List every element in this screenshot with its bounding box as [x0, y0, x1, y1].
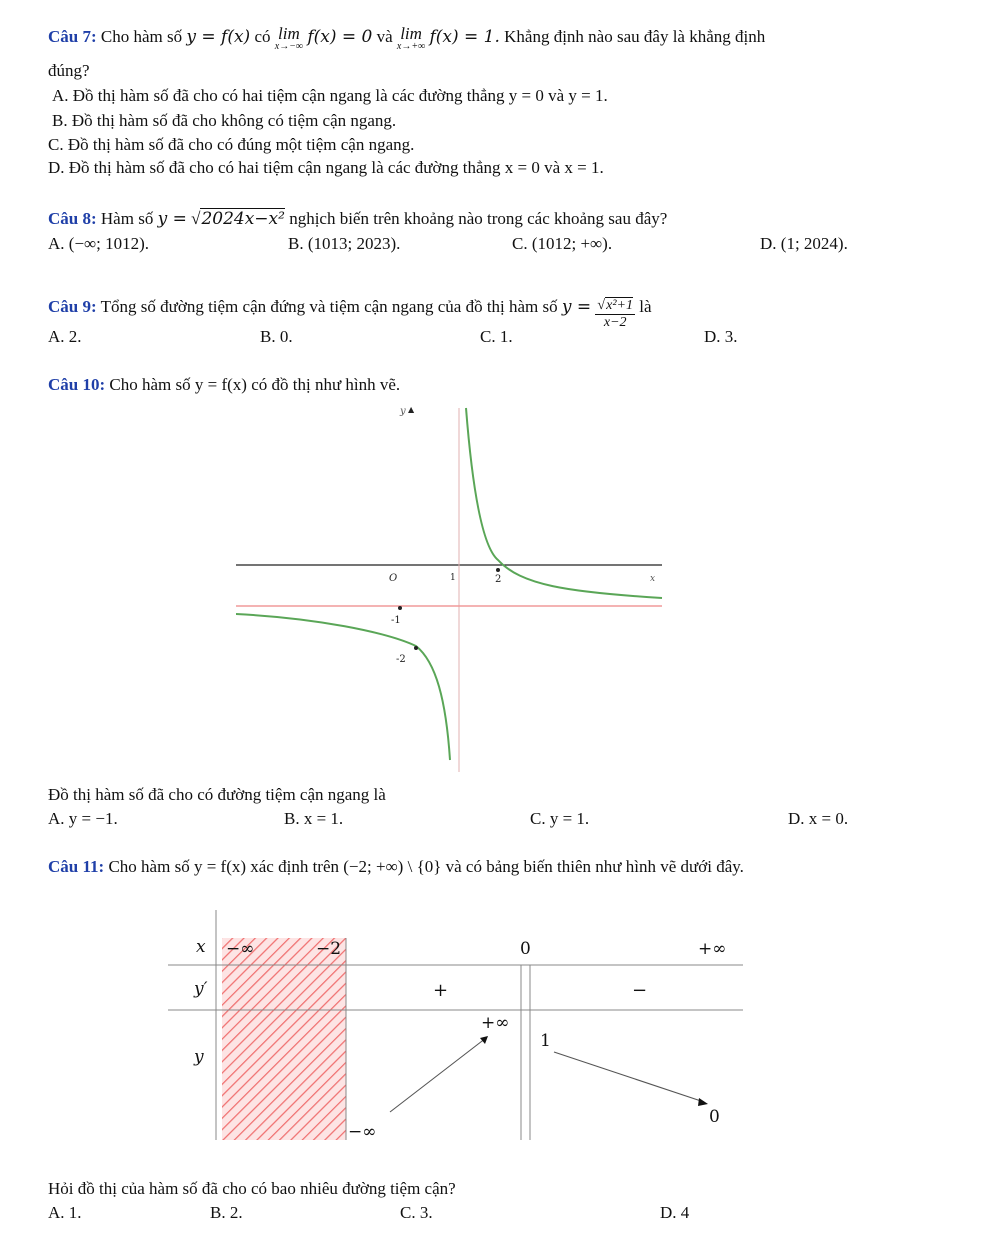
q7-stem-line2: đúng?: [48, 61, 90, 80]
q9-numerator: x²+1: [606, 298, 633, 313]
q10-label-2: 2: [495, 574, 502, 585]
q8-option-a[interactable]: A. (−∞; 1012).: [48, 234, 150, 253]
q10-y-arrow-icon: ▲: [408, 405, 415, 414]
q11-x-zero: 0: [520, 939, 531, 959]
q10-label: Câu 10:: [48, 375, 106, 394]
q10-intro: Cho hàm số y = f(x) có đồ thị như hình vẽ.: [109, 375, 401, 394]
q7-va: và: [376, 27, 393, 46]
q10-point-m2: [414, 646, 418, 650]
q11-yprime-plus: +: [433, 980, 449, 1001]
q8-label: Câu 8:: [48, 209, 97, 228]
q10-label-1: 1: [450, 573, 456, 583]
q11-row-x: x: [196, 937, 206, 957]
q11-question: Hỏi đồ thị của hàm số đã cho có bao nhiêu đường tiệm cận?: [48, 1179, 456, 1198]
q7-limit-right-expr: f(x) = 1.: [429, 27, 500, 47]
q9-stem: [48, 296, 652, 331]
q7-limit-right: lim x→+∞: [396, 24, 426, 52]
q10-stem: [48, 374, 400, 396]
q8-intro: Hàm số: [100, 209, 154, 228]
q8-sqrt: √2024x−x²: [191, 209, 285, 229]
q9-func-pre: y =: [561, 297, 592, 317]
q11-x-plus-inf: +∞: [698, 939, 727, 959]
q10-option-c[interactable]: C. y = 1.: [530, 809, 590, 828]
q11-row-y: y: [194, 1047, 204, 1067]
q11-arrowhead-up-icon: [480, 1036, 488, 1044]
q11-y-minus-inf: −∞: [348, 1122, 377, 1142]
q10-option-d[interactable]: D. x = 0.: [788, 809, 849, 828]
q11-stem: [48, 856, 744, 878]
q10-curve-right-branch: [466, 408, 662, 598]
q10-label-origin: O: [389, 573, 398, 584]
q7-limit-left: lim x→−∞: [274, 24, 304, 52]
q11-y-one: 1: [540, 1031, 551, 1051]
q7-limit-left-expr: f(x) = 0: [307, 27, 373, 47]
q10-label-m1: -1: [391, 615, 401, 626]
q9-option-a[interactable]: A. 2.: [48, 327, 82, 346]
q7-intro: Cho hàm số: [100, 27, 183, 46]
q7-option-c[interactable]: C. Đồ thị hàm số đã cho có đúng một tiệm cận ngang.: [48, 135, 415, 154]
q10-label-x: x: [650, 574, 656, 584]
q11-option-b[interactable]: B. 2.: [210, 1203, 243, 1222]
q7-label: Câu 7:: [48, 27, 97, 46]
q7-option-a[interactable]: A. Đồ thị hàm số đã cho có hai tiệm cận ngang là các đường thẳng y = 0 và y = 1.: [52, 86, 608, 105]
q11-arrow-increasing: [390, 1038, 486, 1112]
q9-intro: Tổng số đường tiệm cận đứng và tiệm cận ngang của đồ thị hàm số: [100, 297, 558, 316]
q10-label-y: y: [400, 406, 406, 417]
q9-option-b[interactable]: B. 0.: [260, 327, 293, 346]
q11-yprime-minus: −: [632, 980, 648, 1001]
q11-intro: Cho hàm số y = f(x) xác định trên (−2; +∞) \ {0} và có bảng biến thiên như hình vẽ dưới đây.: [108, 857, 744, 876]
q11-row-yprime: y′: [194, 979, 208, 999]
q10-point-m1: [398, 606, 402, 610]
q9-fraction: $\frac{\text{√x²+1}}{x-2}$: [597, 298, 633, 330]
q11-y-zero: 0: [709, 1107, 720, 1127]
q8-stem: [48, 208, 667, 230]
q10-label-m2: -2: [396, 654, 406, 665]
q11-label: Câu 11:: [48, 857, 105, 876]
q11-y-plus-inf: +∞: [481, 1013, 510, 1033]
q9-option-c[interactable]: C. 1.: [480, 327, 513, 346]
q7-co: có: [254, 27, 271, 46]
q7-func: y = f(x): [186, 27, 251, 47]
q10-curve-left-branch: [236, 614, 450, 760]
q10-graph: [236, 400, 666, 780]
q11-option-a[interactable]: A. 1.: [48, 1203, 82, 1222]
q8-func-pre: y =: [157, 209, 187, 229]
q11-option-c[interactable]: C. 3.: [400, 1203, 433, 1222]
q9-denominator: x−2: [603, 315, 627, 330]
q7-option-b[interactable]: B. Đồ thị hàm số đã cho không có tiệm cận ngang.: [52, 111, 397, 130]
q7-stem: [48, 26, 765, 52]
q10-option-a[interactable]: A. y = −1.: [48, 809, 118, 828]
q9-option-d[interactable]: D. 3.: [704, 327, 738, 346]
q8-tail: nghịch biến trên khoảng nào trong các khoảng sau đây?: [289, 209, 668, 228]
q11-arrow-decreasing: [554, 1052, 704, 1102]
q11-variation-table: [168, 900, 748, 1145]
q11-x-minus-inf: −∞: [226, 939, 255, 959]
q11-arrowhead-down-icon: [698, 1098, 708, 1106]
q7-option-d[interactable]: D. Đồ thị hàm số đã cho có hai tiệm cận ngang là các đường thẳng x = 0 và x = 1.: [48, 158, 604, 177]
q7-tail: Khẳng định nào sau đây là khẳng định: [504, 27, 766, 46]
q11-hatched-region: [222, 938, 346, 1140]
q11-x-minus-2: −2: [316, 939, 342, 959]
q8-radicand: 2024x−x²: [201, 209, 285, 229]
q10-option-b[interactable]: B. x = 1.: [284, 809, 344, 828]
q9-tail: là: [639, 297, 652, 316]
q9-label: Câu 9:: [48, 297, 97, 316]
q8-option-d[interactable]: D. (1; 2024).: [760, 234, 848, 253]
q8-option-c[interactable]: C. (1012; +∞).: [512, 234, 613, 253]
q10-point-2: [496, 568, 500, 572]
q8-option-b[interactable]: B. (1013; 2023).: [288, 234, 401, 253]
q10-question: Đồ thị hàm số đã cho có đường tiệm cận ngang là: [48, 785, 386, 804]
q11-option-d[interactable]: D. 4: [660, 1203, 690, 1222]
